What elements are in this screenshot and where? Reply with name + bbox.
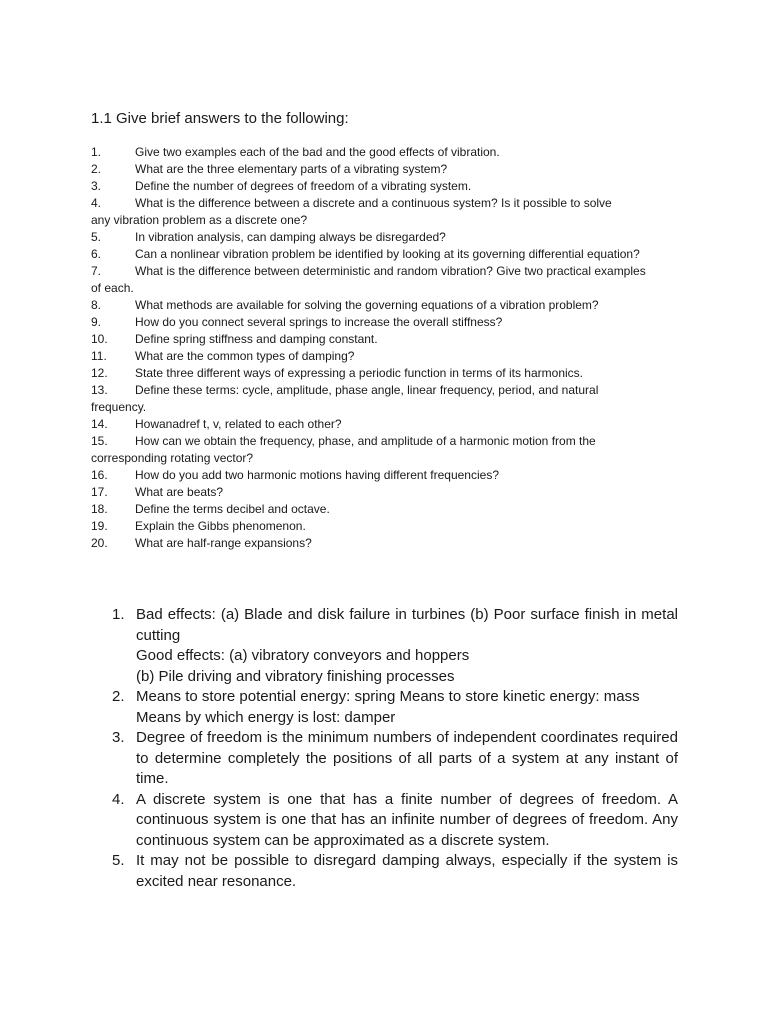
question-item xyxy=(91,518,683,535)
question-text: State three different ways of expressing a periodic function in terms of its harmonics. xyxy=(135,366,583,380)
question-text: Can a nonlinear vibration problem be identified by looking at its governing differential equation? xyxy=(135,247,640,261)
question-text: Define the number of degrees of freedom of a vibrating system. xyxy=(135,179,472,193)
question-text: How do you connect several springs to increase the overall stiffness? xyxy=(135,315,503,329)
question-item xyxy=(91,144,683,161)
question-item xyxy=(91,467,683,484)
question-item xyxy=(91,501,683,518)
answer-number: 4. xyxy=(112,790,125,808)
section-heading: 1.1 Give brief answers to the following: xyxy=(91,110,349,127)
question-number: 12. xyxy=(91,366,108,380)
question-number: 3. xyxy=(91,179,102,193)
question-number: 19. xyxy=(91,519,108,533)
question-text: Define spring stiffness and damping constant. xyxy=(135,332,378,346)
question-item xyxy=(91,535,683,552)
question-text: Define these terms: cycle, amplitude, phase angle, linear frequency, period, and natural xyxy=(135,383,599,397)
question-continuation: corresponding rotating vector? xyxy=(91,451,254,465)
question-continuation: of each. xyxy=(91,281,134,295)
question-number: 2. xyxy=(91,162,102,176)
answer-item xyxy=(112,687,678,728)
question-text: Give two examples each of the bad and the good effects of vibration. xyxy=(135,145,500,159)
question-list xyxy=(91,144,683,552)
question-item xyxy=(91,263,683,297)
question-text: In vibration analysis, can damping always be disregarded? xyxy=(135,230,446,244)
question-text: How can we obtain the frequency, phase, and amplitude of a harmonic motion from the xyxy=(135,434,596,448)
question-text: Howanadref t, v, related to each other? xyxy=(135,417,342,431)
question-number: 10. xyxy=(91,332,108,346)
question-item xyxy=(91,161,683,178)
answer-item xyxy=(112,790,678,852)
question-text: Explain the Gibbs phenomenon. xyxy=(135,519,306,533)
question-text: Define the terms decibel and octave. xyxy=(135,502,330,516)
question-number: 16. xyxy=(91,468,108,482)
answer-line: A discrete system is one that has a finite number of degrees of freedom. A continuous system is one that has an infinite number of degrees of freedom. Any continuous system can be approximated as a discrete system. xyxy=(136,790,678,849)
answer-line: Bad effects: (a) Blade and disk failure in turbines (b) Poor surface finish in metal cutting xyxy=(136,606,678,644)
question-item xyxy=(91,229,683,246)
answer-list xyxy=(112,605,678,892)
answer-line: Means to store potential energy: spring Means to store kinetic energy: mass xyxy=(136,688,640,705)
question-text: What is the difference between a discrete and a continuous system? Is it possible to solve xyxy=(135,196,612,210)
answer-line: Degree of freedom is the minimum numbers of independent coordinates required to determine completely the positions of all parts of a system at any instant of time. xyxy=(136,729,678,787)
question-text: What are half-range expansions? xyxy=(135,536,312,550)
answer-item xyxy=(112,605,678,687)
question-number: 4. xyxy=(91,196,102,210)
question-text: How do you add two harmonic motions having different frequencies? xyxy=(135,468,499,482)
answer-number: 1. xyxy=(112,606,125,623)
question-continuation: frequency. xyxy=(91,400,147,414)
question-text: What are the common types of damping? xyxy=(135,349,355,363)
answer-number: 2. xyxy=(112,688,125,705)
question-item xyxy=(91,348,683,365)
question-item xyxy=(91,314,683,331)
question-number: 6. xyxy=(91,247,102,261)
question-item xyxy=(91,484,683,501)
question-text: What methods are available for solving the governing equations of a vibration problem? xyxy=(135,298,599,312)
question-number: 1. xyxy=(91,145,102,159)
question-item xyxy=(91,416,683,433)
question-text: What is the difference between deterministic and random vibration? Give two practical examples xyxy=(135,264,646,278)
question-item xyxy=(91,365,683,382)
question-item xyxy=(91,433,683,467)
question-item xyxy=(91,331,683,348)
question-number: 14. xyxy=(91,417,108,431)
question-number: 8. xyxy=(91,298,102,312)
question-number: 9. xyxy=(91,315,102,329)
answer-line: Good effects: (a) vibratory conveyors and hoppers xyxy=(136,647,470,664)
question-number: 5. xyxy=(91,230,102,244)
answer-number: 3. xyxy=(112,729,125,746)
question-number: 15. xyxy=(91,434,108,448)
question-text: What are beats? xyxy=(135,485,224,499)
question-number: 17. xyxy=(91,485,108,499)
answer-item xyxy=(112,728,678,790)
question-number: 20. xyxy=(91,536,108,550)
question-number: 7. xyxy=(91,264,102,278)
answer-number: 5. xyxy=(112,852,125,869)
answer-item xyxy=(112,851,678,892)
question-text: What are the three elementary parts of a vibrating system? xyxy=(135,162,448,176)
question-number: 11. xyxy=(91,349,107,363)
question-number: 18. xyxy=(91,502,108,516)
answer-line: Means by which energy is lost: damper xyxy=(136,708,396,726)
question-item xyxy=(91,246,683,263)
question-item xyxy=(91,297,683,314)
question-item xyxy=(91,178,683,195)
answer-line: It may not be possible to disregard damping always, especially if the system is excited near resonance. xyxy=(136,852,678,890)
question-item xyxy=(91,382,683,416)
question-item xyxy=(91,195,683,229)
answer-line: (b) Pile driving and vibratory finishing processes xyxy=(136,667,455,685)
question-number: 13. xyxy=(91,383,108,397)
question-continuation: any vibration problem as a discrete one? xyxy=(91,213,308,227)
